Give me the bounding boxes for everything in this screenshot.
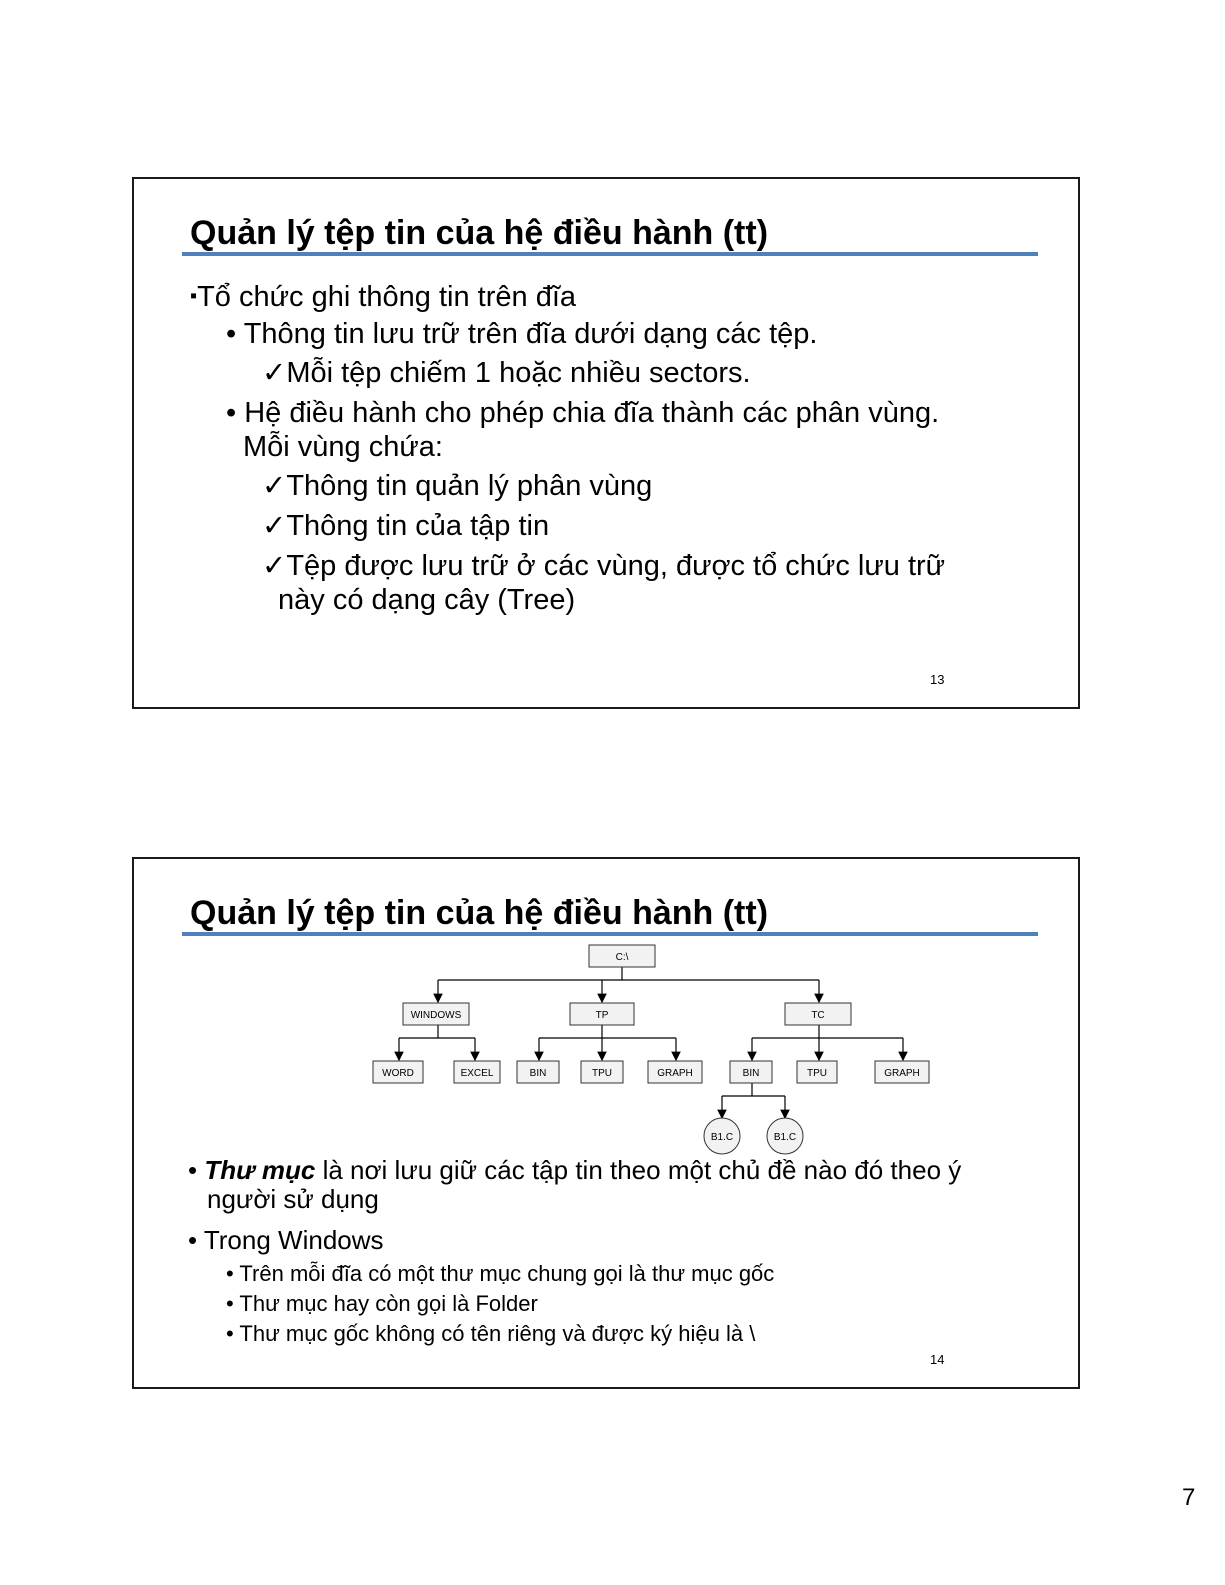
slide-title: Quản lý tệp tin của hệ điều hành (tt) (190, 894, 769, 932)
dot-bullet-icon: • (226, 1321, 240, 1346)
bullet-level3: ✓Thông tin của tập tin (262, 510, 550, 542)
tree-label-word: WORD (382, 1068, 414, 1079)
tree-label-bin: BIN (742, 1068, 760, 1079)
dot-bullet-icon: • (226, 1291, 240, 1316)
bullet-level1: • Trong Windows (188, 1225, 384, 1255)
tree-label-bin: BIN (529, 1068, 547, 1079)
bullet-continuation: này có dạng cây (Tree) (278, 584, 576, 616)
dot-bullet-icon: • (226, 1261, 240, 1286)
definition-term: Thư mục (204, 1155, 316, 1185)
tree-label-tpu: TPU (592, 1068, 612, 1079)
check-icon: ✓ (262, 470, 287, 502)
tree-label-windows: WINDOWS (410, 1010, 462, 1021)
tree-label-excel: EXCEL (460, 1068, 494, 1079)
check-icon: ✓ (262, 510, 287, 542)
slide-number: 13 (930, 672, 945, 687)
tree-label-tpu: TPU (807, 1068, 827, 1079)
slide-13 (132, 177, 1080, 709)
tree-label-file: B1.C (710, 1132, 734, 1143)
slide-number: 14 (930, 1352, 945, 1367)
dot-bullet-icon: • (188, 1225, 204, 1255)
tree-label-file: B1.C (773, 1132, 797, 1143)
bullet-level1: ▪Tổ chức ghi thông tin trên đĩa (190, 281, 577, 313)
tree-label-graph: GRAPH (657, 1068, 693, 1079)
title-underline (182, 252, 1038, 256)
dot-bullet-icon: • (226, 397, 237, 429)
tree-label-graph: GRAPH (884, 1068, 920, 1079)
bullet-level2: • Trên mỗi đĩa có một thư mục chung gọi là thư mục gốc (226, 1261, 775, 1286)
check-icon: ✓ (262, 357, 287, 389)
bullet-continuation: Mỗi vùng chứa: (243, 431, 443, 463)
dot-bullet-icon: • (188, 1155, 205, 1185)
dot-bullet-icon: • (226, 318, 237, 350)
directory-tree-diagram (134, 859, 1078, 1179)
bullet-level2: • Thư mục hay còn gọi là Folder (226, 1291, 538, 1316)
tree-label-tc: TC (811, 1010, 825, 1021)
bullet-level1: • Thư mục là nơi lưu giữ các tập tin theo một chủ đề nào đó theo ý (188, 1155, 962, 1185)
slide-14 (132, 857, 1080, 1389)
check-icon: ✓ (262, 550, 287, 582)
tree-label-root: C:\ (615, 952, 629, 963)
bullet-level2: • Hệ điều hành cho phép chia đĩa thành các phân vùng. (226, 397, 940, 429)
bullet-level3: ✓Thông tin quản lý phân vùng (262, 470, 653, 502)
bullet-level3: ✓Tệp được lưu trữ ở các vùng, được tổ chức lưu trữ (262, 550, 946, 582)
bullet-level2: • Thông tin lưu trữ trên đĩa dưới dạng các tệp. (226, 318, 818, 350)
bullet-level3: ✓Mỗi tệp chiếm 1 hoặc nhiều sectors. (262, 357, 751, 389)
tree-label-tp: TP (595, 1010, 609, 1021)
page-number: 7 (1182, 1484, 1196, 1511)
square-bullet-icon: ▪ (190, 285, 198, 307)
bullet-level2: • Thư mục gốc không có tên riêng và được ký hiệu là \ (226, 1321, 756, 1346)
slide-title: Quản lý tệp tin của hệ điều hành (tt) (190, 214, 769, 252)
bullet-continuation: người sử dụng (207, 1184, 379, 1214)
